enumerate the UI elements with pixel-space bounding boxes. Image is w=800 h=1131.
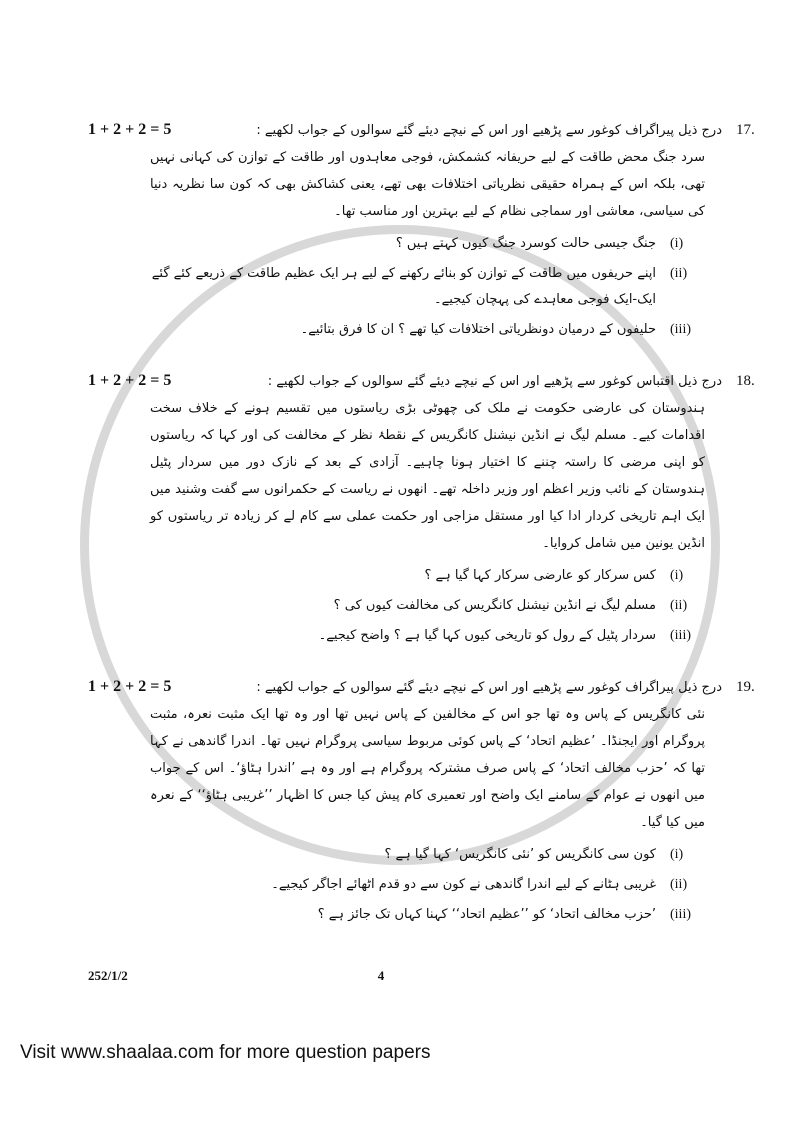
subquestion-text: کس سرکار کو عارضی سرکار کہا گیا ہے ؟ [424,568,656,583]
question-instruction: درج ذیل پیراگراف کوغور سے پڑھیے اور اس کے نیچے دیئے گئے سوالوں کے جواب لکھیے : [256,680,722,695]
subquestion-label: (iii) [670,628,691,643]
subquestion [0,842,800,868]
question-marks: 1 + 2 + 2 = 5 [88,372,172,389]
subquestion-text: جنگ جیسی حالت کوسرد جنگ کیوں کہتے ہیں ؟ [395,236,656,251]
paper-code: 252/1/2 [88,968,128,983]
passage-line: نئی کانگریس کے پاس وہ تھا جو اس کے مخالفین کے پاس نہیں تھا اور وہ تھا ایک مثبت نعرہ، مثبت پروگرام اور [150,707,705,749]
question-17 [0,118,800,343]
subquestion-label: (iii) [670,322,691,337]
question-18 [0,369,800,649]
passage-line: اختیار ہونا چاہیے۔ آزادی کے بعد کے نازک دور میں سردار پٹیل ہندوستان کے نائب وزیر اعظم اور وزیر داخلہ تھے۔ [150,455,705,497]
subquestion [0,872,800,898]
subquestion-text: مسلم لیگ نے انڈین نیشنل کانگریس کی مخالفت کیوں کی ؟ [333,598,656,613]
passage-line: سرد جنگ محض طاقت کے لیے حریفانہ کشمکش، فوجی معاہدوں اور طاقت کے توازن کی کہانی نہیں تھی، بلکہ اس [150,150,706,192]
page-footer [0,954,800,984]
subquestion [0,623,800,649]
question-marks: 1 + 2 + 2 = 5 [88,121,172,138]
subquestion-label: (i) [670,236,684,251]
subquestion [0,902,800,928]
question-instruction: درج ذیل پیراگراف کوغور سے پڑھیے اور اس کے نیچے دیئے گئے سوالوں کے جواب لکھیے : [256,123,722,138]
passage-line: لیے بہترین اور مناسب تھا۔ [334,204,478,219]
visit-banner: Visit www.shaalaa.com for more question papers [20,1042,431,1063]
subquestion-text: ’حزب مخالف اتحاد‘ کو ’’عظیم اتحاد‘‘ کہنا کہاں تک جائز ہے ؟ [317,907,656,922]
subquestion-label: (ii) [670,598,688,613]
passage [150,701,705,836]
passage-line: کیے۔ مسلم لیگ نے انڈین نیشنل کانگریس کے نقطۂ نظر کے مخالفت کی اور کہا کہ ریاستوں کو اپنی مرضی کا راستہ چننے کا [150,428,705,470]
passage-line: انھوں نے ریاست کے حکمرانوں سے گفت وشنید میں ایک اہم تاریخی کردار ادا کیا اور مستقل مزاجی اور حکمت عملی [150,482,706,524]
subquestion-label: (i) [670,568,684,583]
subquestion [0,261,800,313]
passage-line: ایجنڈا۔ ’عظیم اتحاد‘ کے پاس کوئی مربوط سیاسی پروگرام نہیں تھا۔ اندرا گاندھی نے کہا تھا کہ ’حزب مخالف اتحاد‘ کے [150,734,705,776]
page-number: 4 [377,968,385,983]
subquestion-text: ایک-ایک فوجی معاہدے کی پہچان کیجیے۔ [434,292,656,307]
subquestion [0,563,800,589]
question-marks: 1 + 2 + 2 = 5 [88,678,172,695]
question-number: 17. [736,122,755,138]
subquestion-label: (ii) [670,266,688,281]
question-19 [0,675,800,928]
subquestion-text: اپنے حریفوں میں طاقت کے توازن کو بنائے رکھنے کے لیے ہر ایک عظیم طاقت کے ذریعے کئے گئے [151,266,656,281]
subquestion [0,231,800,257]
subquestion-text: حلیفوں کے درمیان دونظریاتی اختلافات کیا تھے ؟ ان کا فرق بتائیے۔ [300,322,656,337]
question-number: 18. [736,373,755,389]
subquestion-text: کون سی کانگریس کو ’نئی کانگریس‘ کہا گیا ہے ؟ [384,847,656,862]
subquestion-text: سردار پٹیل کے رول کو تاریخی کیوں کہا گیا ہے ؟ واضح کیجیے۔ [318,628,656,643]
subquestion-text: غریبی ہٹانے کے لیے اندرا گاندھی نے کون سے دو قدم اٹھائے اجاگر کیجیے۔ [271,877,656,892]
question-number: 19. [736,679,755,695]
passage-line: پاس صرف مشترکہ پروگرام ہے اور وہ ہے ’اندرا ہٹاؤ‘۔ اس کے جواب میں انھوں نے عوام کے سامنے ایک واضح اور [150,761,705,803]
passage [150,144,705,225]
passage-line: ہندوستان کی عارضی حکومت نے ملک کی چھوٹی بڑی ریاستوں میں تقسیم ہونے کے خلاف سخت اقدامات [150,401,705,443]
passage [150,395,705,557]
subquestion [0,593,800,619]
subquestion-label: (i) [670,847,684,862]
passage-line: کے ہمراہ حقیقی نظریاتی اختلافات بھی تھے، یعنی کشاکش بھی کہ کون سا نظریہ دنیا کی سیاسی، معاشی اور سماجی نظام کے [150,177,705,219]
passage-line: سے کام لے کر زیادہ تر ریاستوں کو انڈین یونین میں شامل کروایا۔ [150,509,705,551]
subquestion-label: (iii) [670,907,691,922]
subquestion-label: (ii) [670,877,688,892]
subquestion [0,317,800,343]
question-instruction: درج ذیل اقتباس کوغور سے پڑھیے اور اس کے نیچے دیئے گئے سوالوں کے جواب لکھیے : [267,374,722,389]
passage-line: تعمیری کام پیش کیا جس کا اظہار ’’غریبی ہٹاؤ‘‘ کے نعرہ میں کیا گیا۔ [150,788,705,830]
